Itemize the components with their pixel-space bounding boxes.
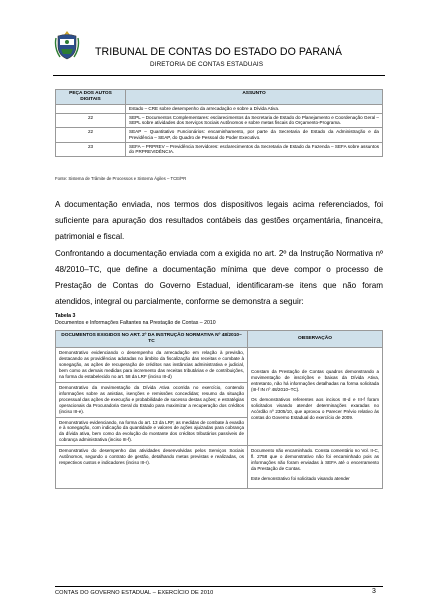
- document-cell: Demonstrativo da movimentação da Dívida Ativa ocorrida no exercício, contendo informações sobre as anistias, isenções e remissões concedidas; resumo da situação processual das ações de execução e probabilidade de sucesso destas ações; e estratégias operacionais da Procuradoria Geral do Estado para maximizar a recuperação dos créditos (inciso III-e).: [56, 383, 248, 418]
- table-row: [56, 142, 383, 156]
- table-header-row: [56, 331, 383, 348]
- observation-text: Constam da Prestação de Contas quadros demonstrando a movimentação de inscrições e baixas da Dívida Ativa, entretanto, não há informações detalhadas na forma solicitada (III-f IN nº 48/2010–TC).: [251, 369, 379, 392]
- document-cell: Demonstrativo evidenciando, na forma do art. 13 da LRF, as medidas de combate à evasão e à sonegação, com indicação da quantidade e valores de ações ajuizadas para cobrança da dívida ativa, bem como da evolução do montante dos créditos tributários passíveis de cobrança administrativa (inciso III-f).: [56, 417, 248, 446]
- document-cell: Demonstrativo evidenciando o desempenho da arrecadação em relação à previsão, destacando as providências adotadas no âmbito da fiscalização das receitas e combate à sonegação, as ações de recuperação de créditos nas instâncias administrativa e judicial, bem como as demais medidas para incremento das receitas tributárias e de contribuições, na forma do estabelecido no art. 58 da LRF (inciso III-d): [56, 348, 248, 383]
- table-row: [56, 446, 383, 489]
- body-paragraph-1: A documentação enviada, nos termos dos dispositivos legais acima referenciados, foi suficiente para apuração dos resultados contábeis das gestões orçamentária, financeira, patrimonial e fiscal.: [55, 200, 383, 241]
- digital-records-table: [55, 89, 383, 157]
- observation-cell: [248, 446, 383, 489]
- piece-cell: 23: [56, 142, 126, 156]
- subject-cell: SEAP – Quantitativo Funcionários: encaminhamento, por parte da Secretaria de Estado da Administração e da Previdência – SEAP, do Quadro de Pessoal do Poder Executivo.: [126, 128, 383, 142]
- observation-text: Os demonstrativos referentes aos incisos III-d e III-f foram solicitados visando atender determinações exaradas no Acórdão nº 2305/10, que aprovou o Parecer Prévio relativo às contas do Governo Estadual do exercício de 2009.: [251, 396, 379, 420]
- header-divider: [53, 75, 385, 76]
- table-row: [56, 113, 383, 127]
- document-cell: Demonstrativo do desempenho das atividades desenvolvidas pelos Serviços Sociais Autônomos, segundo o contrato de gestão, detalhando metas previstas e realizadas, os respectivos custos e indicadores (inciso III-r).: [56, 446, 248, 489]
- table-caption: [55, 313, 216, 326]
- footer-divider: [55, 586, 383, 587]
- subject-cell: Estado – CRE sobre desempenho da arrecadação e sobre a Dívida Ativa.: [126, 104, 383, 113]
- column-header-documents: DOCUMENTOS EXIGIDOS NO ART. 2º DA INSTRUÇÃO NORMATIVA Nº 48/2010–TC: [56, 331, 248, 348]
- missing-documents-table: [55, 330, 383, 489]
- page-number: 3: [372, 588, 376, 595]
- column-header-pieces: PEÇA DOS AUTOS DIGITAIS: [56, 90, 126, 105]
- table-row: [56, 348, 383, 383]
- body-paragraph-2: Confrontando a documentação enviada com a exigida no art. 2º da Instrução Normativa nº 48/2010–TC, que define a documentação mínima que deve compor o processo de Prestação de Contas do Governo Estadual, identificaram-se itens que não foram atendidos, integral ou parcialmente, conforme se demonstra a seguir:: [55, 249, 383, 306]
- table-source-note: Fonte: Sistema de Trâmite de Processos e Sistema Ágiles – TCE/PR: [55, 176, 187, 181]
- observation-cell: [248, 348, 383, 446]
- subject-cell: SEPL – Documentos Complementares: esclarecimentos da Secretaria de Estado do Planejamento e Coordenação Geral – SEPL sobre atividades dos Serviços Sociais Autônomos e sobre metas fiscais do Orçamento-Programa.: [126, 113, 383, 127]
- department-subtitle: DIRETORIA DE CONTAS ESTADUAIS: [150, 61, 264, 68]
- column-header-observation: OBSERVAÇÃO: [248, 331, 383, 348]
- subject-cell: SEFA – PRPREV – Previdência Servidores: esclarecimentos da Secretaria de Estado da Fazenda – SEFA sobre assuntos do PRPREVIDÊNCIA.: [126, 142, 383, 156]
- institution-title: TRIBUNAL DE CONTAS DO ESTADO DO PARANÁ: [95, 46, 342, 58]
- parana-coat-of-arms-icon: [54, 30, 80, 60]
- footer-text: CONTAS DO GOVERNO ESTADUAL – EXERCÍCIO DE 2010: [55, 590, 214, 596]
- table-row: [56, 104, 383, 113]
- piece-cell: 22: [56, 128, 126, 142]
- table-caption-label: Tabela 3: [55, 313, 76, 319]
- observation-text: Documento não encaminhado. Consta comentário no Vol. II-C, fl. 2758 que o demonstrativo não foi encaminhado pois as informações não foram enviadas à SEFA até o encerramento da Prestação de Contas.: [251, 448, 379, 471]
- table-row: [56, 128, 383, 142]
- table-header-row: [56, 90, 383, 105]
- observation-text: Este demonstrativo foi solicitado visando atender: [251, 475, 350, 481]
- piece-cell: 22: [56, 113, 126, 127]
- piece-cell: [56, 104, 126, 113]
- table-caption-title: Documentos e Informações Faltantes na Prestação de Contas – 2010: [55, 319, 216, 326]
- column-header-subject: ASSUNTO: [126, 90, 383, 105]
